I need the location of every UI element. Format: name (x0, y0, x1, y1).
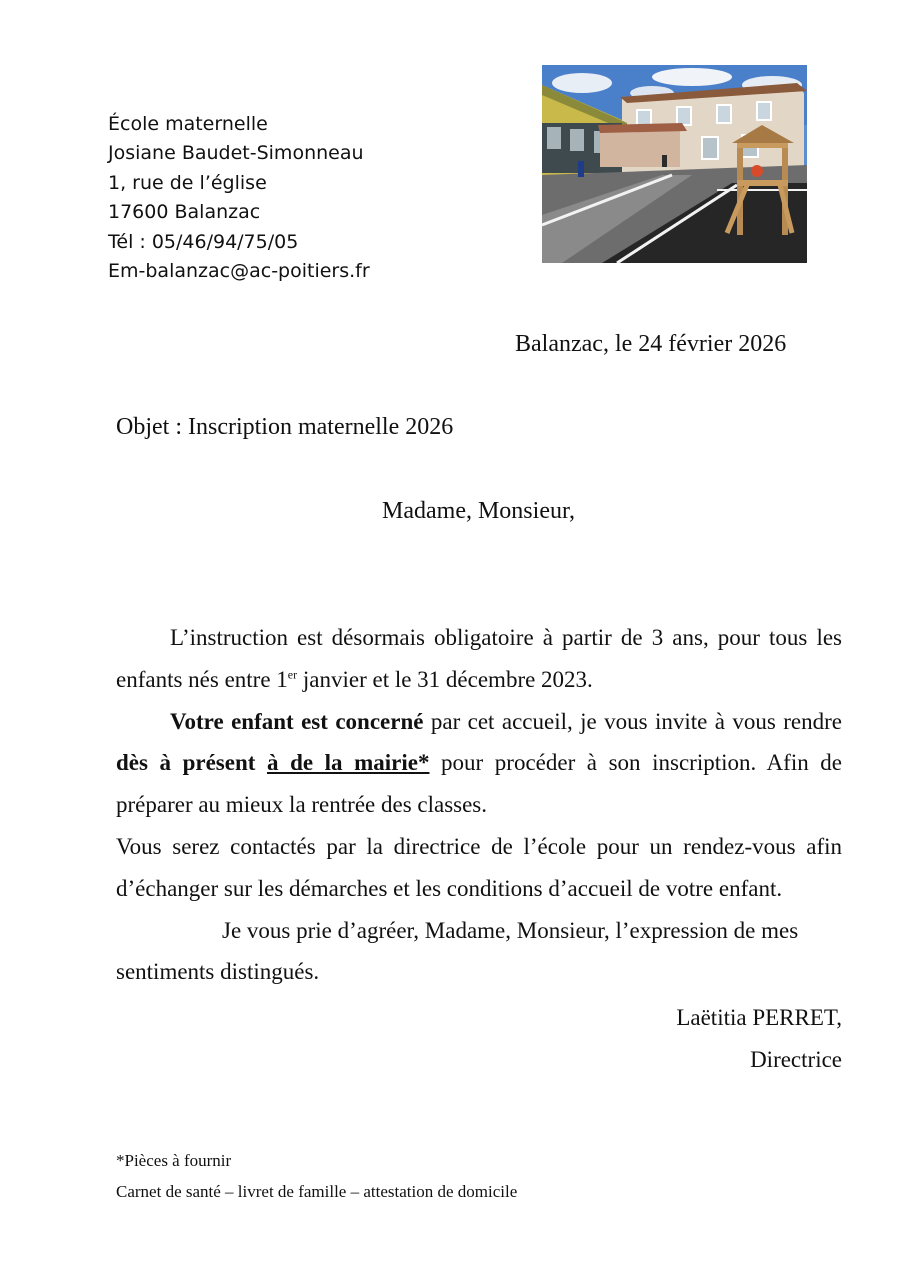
invitation-space (255, 750, 267, 775)
footnote-block (116, 1145, 517, 1207)
invitation-text-end: pour procéder à son inscription. Afin de préparer au mieux la rentrée des classes. (116, 750, 842, 818)
school-email: Em-balanzac@ac-poitiers.fr (108, 260, 370, 283)
school-named-after: Josiane Baudet-Simonneau (108, 142, 364, 165)
paragraph-instruction-text-end: janvier et le 31 décembre 2023. (297, 666, 593, 692)
letter-body (116, 617, 842, 993)
emphasis-now: dès à présent (116, 750, 256, 776)
letter-subject: Objet : Inscription maternelle 2026 (116, 414, 454, 440)
school-address-block (108, 110, 370, 286)
ordinal-superscript: er (287, 667, 298, 682)
signature-block (676, 997, 842, 1081)
signatory-title: Directrice (750, 1046, 842, 1072)
letter-date: Balanzac, le 24 février 2026 (515, 331, 787, 357)
emphasis-concerned: Votre enfant est concerné (170, 708, 424, 734)
footnote-items: Carnet de santé – livret de famille – attestation de domicile (116, 1182, 518, 1201)
signatory-name: Laëtitia PERRET, (676, 1005, 842, 1030)
school-photo (542, 65, 807, 263)
paragraph-closing (116, 910, 842, 994)
paragraph-contact: Vous serez contactés par la directrice de l’école pour un rendez-vous afin d’échanger sur les démarches et les conditions d’accueil de votre enfant. (116, 833, 842, 901)
school-city: 17600 Balanzac (108, 201, 261, 224)
school-street: 1, rue de l’église (108, 171, 267, 194)
emphasis-town-hall: à de la mairie* (267, 750, 430, 776)
closing-text: Je vous prie d’agréer, Madame, Monsieur, l’expression de mes sentiments distingués. (116, 917, 799, 985)
paragraph-instruction (116, 617, 842, 701)
paragraph-invitation (116, 701, 842, 826)
letter-salutation: Madame, Monsieur, (382, 498, 575, 524)
school-name: École maternelle (108, 113, 268, 135)
invitation-text: par cet accueil, je vous invite à vous rendre (423, 708, 842, 734)
school-phone: Tél : 05/46/94/75/05 (108, 230, 299, 253)
footnote-title: *Pièces à fournir (116, 1151, 232, 1170)
paragraph-instruction-text: L’instruction est désormais obligatoire à partir de 3 ans, pour tous les enfants nés entre 1 (116, 625, 842, 692)
